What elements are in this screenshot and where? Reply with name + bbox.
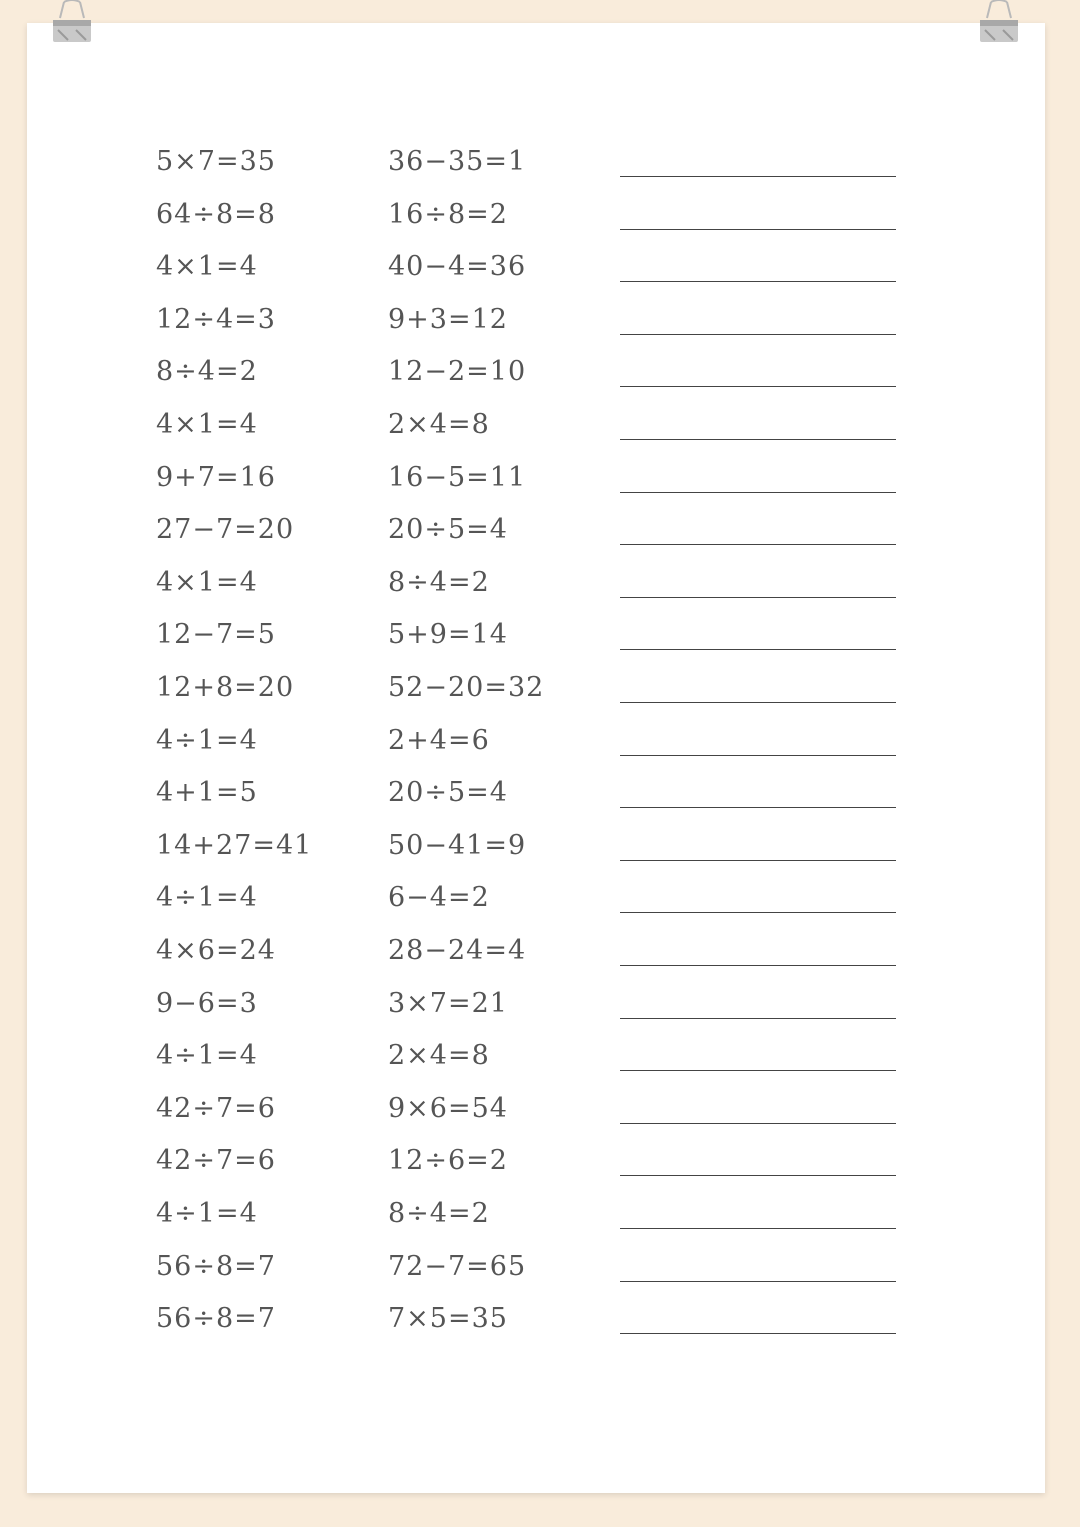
worksheet-row	[0, 198, 1080, 250]
answer-blank-line[interactable]	[620, 1228, 896, 1229]
equation-left: 8÷4=2	[156, 356, 258, 388]
equation-left: 4+1=5	[156, 777, 258, 809]
equation-right: 8÷4=2	[388, 566, 490, 598]
worksheet-row	[0, 776, 1080, 828]
equation-right: 36−35=1	[388, 146, 527, 177]
equation-right: 9×6=54	[388, 1092, 508, 1124]
equation-right: 40−4=36	[388, 251, 527, 283]
worksheet-row	[0, 1039, 1080, 1091]
equation-left: 9−6=3	[156, 987, 258, 1019]
worksheet-row	[0, 355, 1080, 407]
answer-blank-line[interactable]	[620, 1175, 896, 1176]
equation-right: 20÷5=4	[388, 777, 508, 809]
equation-left: 64÷8=8	[156, 198, 276, 230]
worksheet-row	[0, 671, 1080, 723]
equation-right: 50−41=9	[388, 829, 527, 861]
answer-blank-line[interactable]	[620, 229, 896, 230]
worksheet-row	[0, 461, 1080, 513]
equation-right: 72−7=65	[388, 1250, 527, 1282]
worksheet-row	[0, 408, 1080, 460]
worksheet-row	[0, 881, 1080, 933]
worksheet-row	[0, 250, 1080, 302]
worksheet-row	[0, 724, 1080, 776]
answer-blank-line[interactable]	[620, 755, 896, 756]
equation-right: 20÷5=4	[388, 514, 508, 546]
equation-left: 56÷8=7	[156, 1303, 276, 1335]
equation-left: 4×1=4	[156, 566, 258, 598]
equation-left: 12−7=5	[156, 619, 276, 651]
answer-blank-line[interactable]	[620, 334, 896, 335]
equation-left: 42÷7=6	[156, 1145, 276, 1177]
equation-left: 4÷1=4	[156, 1198, 258, 1229]
equation-left: 12÷4=3	[156, 303, 276, 335]
equation-right: 8÷4=2	[388, 1198, 490, 1229]
equation-right: 28−24=4	[388, 935, 527, 966]
answer-blank-line[interactable]	[620, 965, 896, 966]
answer-blank-line[interactable]	[620, 544, 896, 545]
equation-right: 2+4=6	[388, 724, 490, 756]
equation-right: 52−20=32	[388, 672, 545, 703]
worksheet-row	[0, 1302, 1080, 1354]
equation-left: 5×7=35	[156, 146, 276, 177]
worksheet-row	[0, 1144, 1080, 1196]
equation-right: 2×4=8	[388, 409, 490, 440]
worksheet-row	[0, 1092, 1080, 1144]
equation-left: 14+27=41	[156, 829, 313, 861]
equation-left: 27−7=20	[156, 514, 295, 546]
binder-clip-icon	[977, 0, 1021, 46]
equation-right: 6−4=2	[388, 882, 490, 914]
answer-blank-line[interactable]	[620, 807, 896, 808]
answer-blank-line[interactable]	[620, 492, 896, 493]
answer-blank-line[interactable]	[620, 281, 896, 282]
answer-blank-line[interactable]	[620, 439, 896, 440]
answer-blank-line[interactable]	[620, 1018, 896, 1019]
equation-left: 4÷1=4	[156, 882, 258, 914]
equation-left: 4÷1=4	[156, 724, 258, 756]
equation-right: 7×5=35	[388, 1303, 508, 1335]
equation-left: 4×1=4	[156, 251, 258, 283]
answer-blank-line[interactable]	[620, 597, 896, 598]
equation-left: 4÷1=4	[156, 1040, 258, 1072]
equation-right: 3×7=21	[388, 987, 508, 1019]
equation-right: 16÷8=2	[388, 198, 508, 230]
worksheet-row	[0, 618, 1080, 670]
worksheet-row	[0, 566, 1080, 618]
equation-left: 56÷8=7	[156, 1250, 276, 1282]
worksheet-row	[0, 987, 1080, 1039]
equation-right: 5+9=14	[388, 619, 508, 651]
worksheet-row	[0, 829, 1080, 881]
worksheet-row	[0, 513, 1080, 565]
worksheet-row	[0, 1250, 1080, 1302]
answer-blank-line[interactable]	[620, 702, 896, 703]
answer-blank-line[interactable]	[620, 1281, 896, 1282]
answer-blank-line[interactable]	[620, 1070, 896, 1071]
worksheet-row	[0, 1197, 1080, 1249]
equation-left: 4×6=24	[156, 935, 276, 966]
equation-left: 4×1=4	[156, 409, 258, 440]
answer-blank-line[interactable]	[620, 860, 896, 861]
equation-left: 9+7=16	[156, 461, 276, 493]
worksheet-row	[0, 934, 1080, 986]
worksheet-row	[0, 303, 1080, 355]
equation-right: 9+3=12	[388, 303, 508, 335]
answer-blank-line[interactable]	[620, 1123, 896, 1124]
answer-blank-line[interactable]	[620, 1333, 896, 1334]
answer-blank-line[interactable]	[620, 912, 896, 913]
binder-clip-icon	[50, 0, 94, 46]
answer-blank-line[interactable]	[620, 176, 896, 177]
equation-left: 12+8=20	[156, 672, 295, 703]
answer-blank-line[interactable]	[620, 649, 896, 650]
equation-right: 2×4=8	[388, 1040, 490, 1072]
equation-right: 16−5=11	[388, 461, 527, 493]
answer-blank-line[interactable]	[620, 386, 896, 387]
worksheet-row	[0, 145, 1080, 197]
equation-right: 12−2=10	[388, 356, 527, 388]
equation-left: 42÷7=6	[156, 1092, 276, 1124]
equation-right: 12÷6=2	[388, 1145, 508, 1177]
